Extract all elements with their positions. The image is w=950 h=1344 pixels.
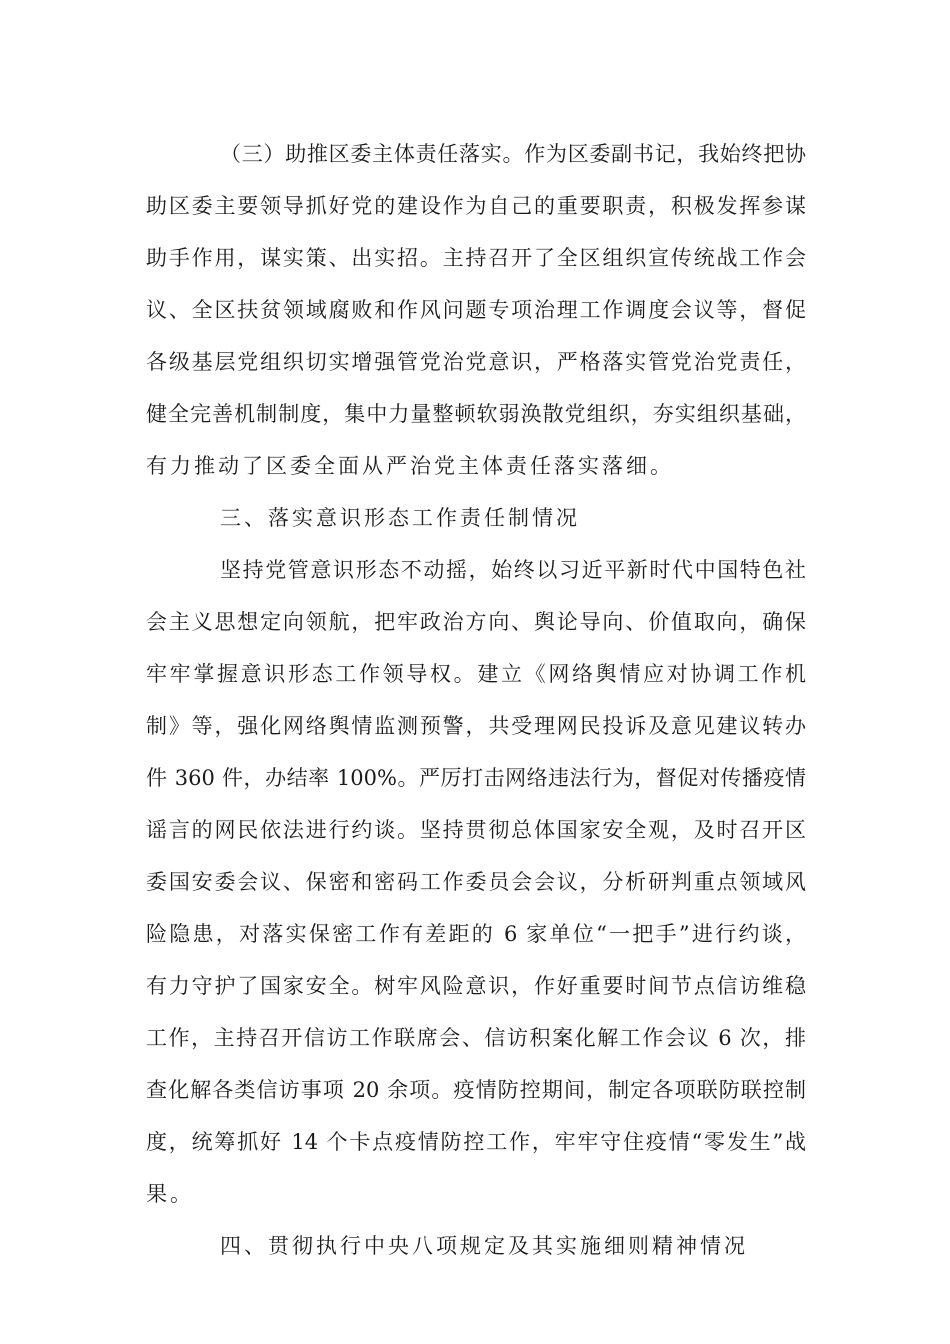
text-line: 健全完善机制制度，集中力量整顿软弱涣散党组织，夯实组织基础， — [146, 402, 806, 426]
text-line: 险隐患，对落实保密工作有差距的 6 家单位“一把手”进行约谈， — [146, 922, 806, 946]
text-line: 坚持党管意识形态不动摇，始终以习近平新时代中国特色社 — [220, 558, 806, 582]
text-line: 牢牢掌握意识形态工作领导权。建立《网络舆情应对协调工作机 — [146, 662, 806, 686]
text-line: 制》等，强化网络舆情监测预警，共受理网民投诉及意见建议转办 — [146, 714, 806, 738]
text-line: 查化解各类信访事项 20 余项。疫情防控期间，制定各项联防联控制 — [146, 1078, 806, 1102]
text-line: （三）助推区委主体责任落实。作为区委副书记，我始终把协 — [220, 142, 806, 166]
text-line: 会主义思想定向领航，把牢政治方向、舆论导向、价值取向，确保 — [146, 610, 806, 634]
text-line: 议、全区扶贫领域腐败和作风问题专项治理工作调度会议等，督促 — [146, 298, 806, 322]
text-line: 委国安委会议、保密和密码工作委员会会议，分析研判重点领域风 — [146, 870, 806, 894]
text-line: 件 360 件，办结率 100%。严厉打击网络违法行为，督促对传播疫情 — [146, 766, 806, 790]
text-line: 各级基层党组织切实增强管党治党意识，严格落实管党治党责任， — [146, 350, 806, 374]
text-line: 谣言的网民依法进行约谈。坚持贯彻总体国家安全观，及时召开区 — [146, 818, 806, 842]
text-line: 助区委主要领导抓好党的建设作为自己的重要职责，积极发挥参谋 — [146, 194, 806, 218]
text-line: 度，统筹抓好 14 个卡点疫情防控工作，牢牢守住疫情“零发生”战 — [146, 1130, 806, 1154]
text-line: 有力守护了国家安全。树牢风险意识，作好重要时间节点信访维稳 — [146, 974, 806, 998]
text-line: 三、落实意识形态工作责任制情况 — [220, 506, 580, 530]
text-line: 有力推动了区委全面从严治党主体责任落实落细。 — [146, 454, 674, 478]
text-line: 果。 — [146, 1182, 194, 1206]
text-line: 助手作用，谋实策、出实招。主持召开了全区组织宣传统战工作会 — [146, 246, 806, 270]
text-line: 四、贯彻执行中央八项规定及其实施细则精神情况 — [220, 1234, 748, 1258]
text-line: 工作，主持召开信访工作联席会、信访积案化解工作会议 6 次，排 — [146, 1026, 806, 1050]
